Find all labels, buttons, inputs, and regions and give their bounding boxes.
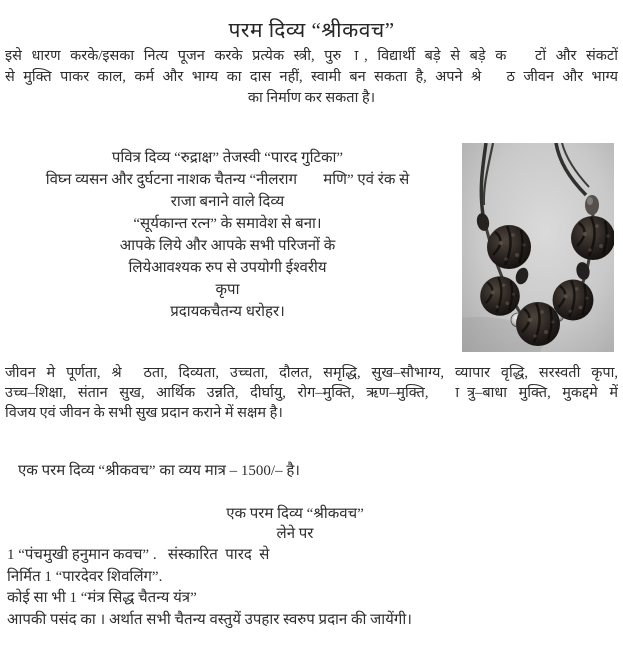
product-line: कृपा (215, 282, 240, 298)
offer-item: आपकी पसंद का । अर्थात सभी चैतन्य वस्तुयें उपहार स्वरुप प्रदान की जायेंगी। (7, 611, 412, 628)
offer-heading-line: एक परम दिव्य “श्रीकवच” (226, 506, 364, 522)
intro-line: से मुक्ति पाकर काल, कर्म और भाग्य का दास नहीं, स्वामी बन सकता है, अपने श्रे ठ जीवन और भाग्य (5, 69, 618, 85)
benefits-line: जीवन मे पूर्णता, श्रे ठता, दिव्यता, उच्चता, दौलत, समृद्धि, सुख–सौभाग्य, व्यापार वृद्धि, सरस्वती कृपा, (5, 365, 618, 381)
offer-heading-line: लेने पर (276, 526, 314, 542)
benefits-paragraph (5, 363, 618, 423)
necklace-image (462, 143, 614, 352)
product-line: पवित्र दिव्य “रुद्राक्ष” तेजस्वी “पारद गुटिका” (111, 150, 344, 166)
product-line: “सूर्यकान्त रत्न” के समावेश से बना। (133, 216, 322, 232)
product-line: लियेआवश्यक रुप से उपयोगी ईश्वरीय (128, 260, 327, 276)
offer-item: कोई सा भी 1 “मंत्र सिद्ध चैतन्य यंत्र” (7, 590, 197, 606)
offer-items-list (7, 545, 617, 631)
price-line: एक परम दिव्य “श्रीकवच” का व्यय मात्र – 1500/– है। (18, 463, 300, 479)
product-line: आपके लिये और आपके सभी परिजनों के (119, 238, 336, 254)
offer-item: निर्मित 1 “पारदेवर शिवलिंग”. (7, 568, 163, 585)
page-title: परम दिव्य “श्रीकवच” (228, 18, 395, 42)
intro-line: इसे धारण करके/इसका नित्य पूजन करके प्रत्येक स्त्री, पुरु ा, विद्यार्थी बड़े से बड़े क टों और संकटों (5, 48, 618, 64)
product-line: प्रदायकचैतन्य धरोहर। (170, 304, 285, 320)
offer-item: 1 “पंचमुखी हनुमान कवच” . संस्कारित पारद से (7, 547, 270, 563)
intro-paragraph (5, 46, 618, 109)
rudraksha-bead (487, 225, 531, 269)
rudraksha-bead (553, 280, 594, 321)
benefits-line: उच्च–शिक्षा, संतान सुख, आर्थिक उन्नति, दीर्घायु, रोग–मुक्ति, ऋण–मुक्ति, ात्रु–बाधा मुक्ति, मुकद्दमे में (5, 385, 618, 401)
rudraksha-bead (480, 276, 520, 316)
product-line: विघ्न व्यसन और दुर्घटना नाशक चैतन्य “नीलराग मणि” एवं रंक से (45, 172, 410, 188)
rudraksha-bead (571, 216, 614, 260)
intro-line: का निर्माण कर सकता है। (247, 90, 376, 106)
benefits-line: विजय एवं जीवन के सभी सुख प्रदान कराने में सक्षम है। (5, 405, 283, 421)
rudraksha-bead (516, 302, 560, 346)
product-line: राजा बनाने वाले दिव्य (170, 194, 285, 210)
offer-heading (0, 504, 590, 544)
product-description-block (0, 147, 455, 323)
rudraksha-necklace-photo (462, 143, 614, 352)
